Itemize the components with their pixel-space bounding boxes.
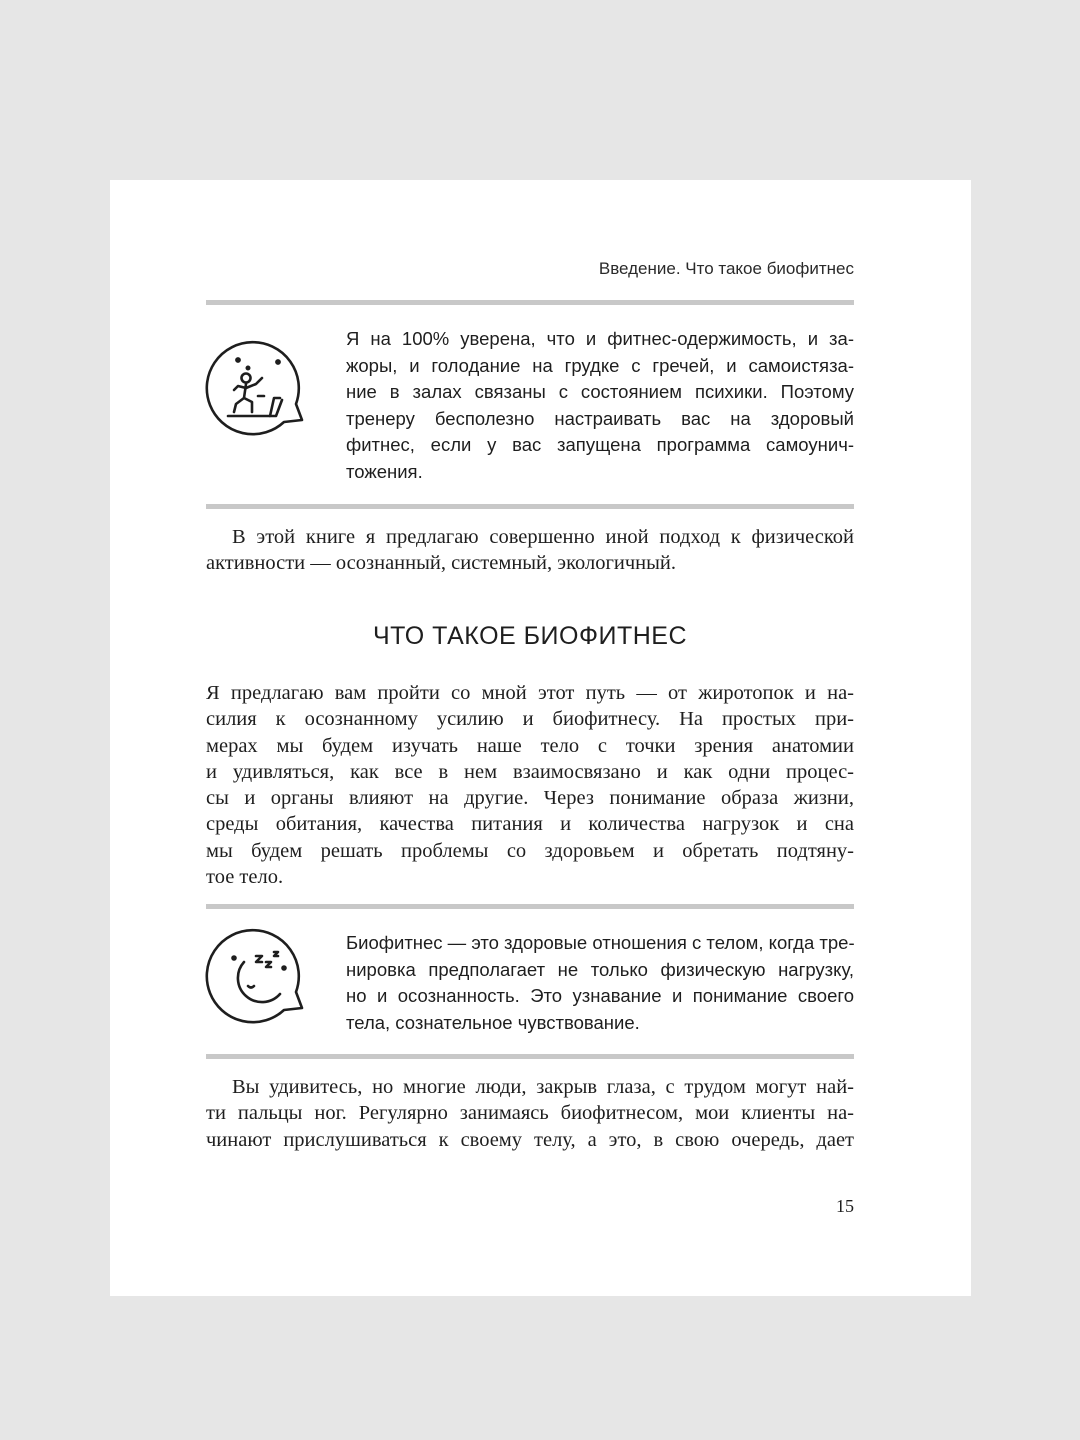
callout-text-biofitness	[346, 930, 854, 1036]
running-person-treadmill-icon	[204, 338, 308, 442]
paragraph-line: мы будем решать проблемы со здоровьем и обретать подтяну-	[206, 839, 854, 862]
paragraph-line: В этой книге я предлагаю совершенно иной подход к физической	[232, 526, 854, 548]
paragraph-approach	[206, 524, 854, 577]
section-heading: ЧТО ТАКОЕ БИОФИТНЕС	[372, 622, 688, 650]
paragraph-line: Вы удивитесь, но многие люди, закрыв глаза, с трудом могут най-	[232, 1076, 854, 1098]
callout-line: тренеру бесполезно настраивать вас на здоровый	[346, 407, 854, 429]
callout-line: ние в залах связаны с состоянием психики. Поэтому	[346, 381, 854, 402]
callout-top-rule	[206, 904, 854, 909]
callout-line: Биофитнес — это здоровые отношения с телом, когда тре-	[346, 932, 855, 953]
paragraph-line: среды обитания, качества питания и количества нагрузок и сна	[206, 813, 854, 836]
page-number: 15	[836, 1196, 854, 1216]
paragraph-line: чинают прислушиваться к своему телу, а это, в свою очередь, дает	[206, 1128, 854, 1151]
callout-line: нировка предполагает не только физическую нагрузку,	[346, 958, 854, 980]
paragraph-line: активности — осознанный, системный, экологичный.	[206, 552, 676, 575]
callout-line: тела, сознательное чувствование.	[346, 1011, 640, 1033]
callout-line: фитнес, если у вас запущена программа самоунич-	[346, 434, 854, 455]
callout-top-rule	[206, 300, 854, 305]
callout-line: жоры, и голодание на грудке с гречей, и самоистяза-	[346, 354, 854, 376]
paragraph-line: ти пальцы ног. Регулярно занимаясь биофитнесом, мои клиенты на-	[206, 1102, 854, 1125]
callout-line: тожения.	[346, 460, 423, 482]
callout-line: но и осознанность. Это узнавание и понимание своего	[346, 985, 854, 1006]
paragraph-line: мерах мы будем изучать наше тело с точки зрения анатомии	[206, 734, 854, 757]
callout-bottom-rule	[206, 1054, 854, 1059]
callout-bottom-rule	[206, 504, 854, 509]
sleeping-moon-icon	[204, 926, 308, 1030]
paragraph-toes	[206, 1074, 854, 1153]
callout-text-psychology	[346, 326, 854, 485]
callout-line: Я на 100% уверена, что и фитнес-одержимость, и за-	[346, 328, 854, 349]
paragraph-line: силия к осознанному усилию и биофитнесу. На простых при-	[206, 708, 854, 731]
paragraph-line: тое тело.	[206, 866, 284, 889]
paragraph-path	[206, 680, 854, 890]
paragraph-line: сы и органы влияют на другие. Через понимание образа жизни,	[206, 787, 854, 810]
paragraph-line: Я предлагаю вам пройти со мной этот путь — от жиротопок и на-	[206, 682, 854, 704]
paragraph-line: и удивляться, как все в нем взаимосвязано и как одни процес-	[206, 760, 854, 783]
running-header: Введение. Что такое биофитнес	[598, 259, 854, 278]
